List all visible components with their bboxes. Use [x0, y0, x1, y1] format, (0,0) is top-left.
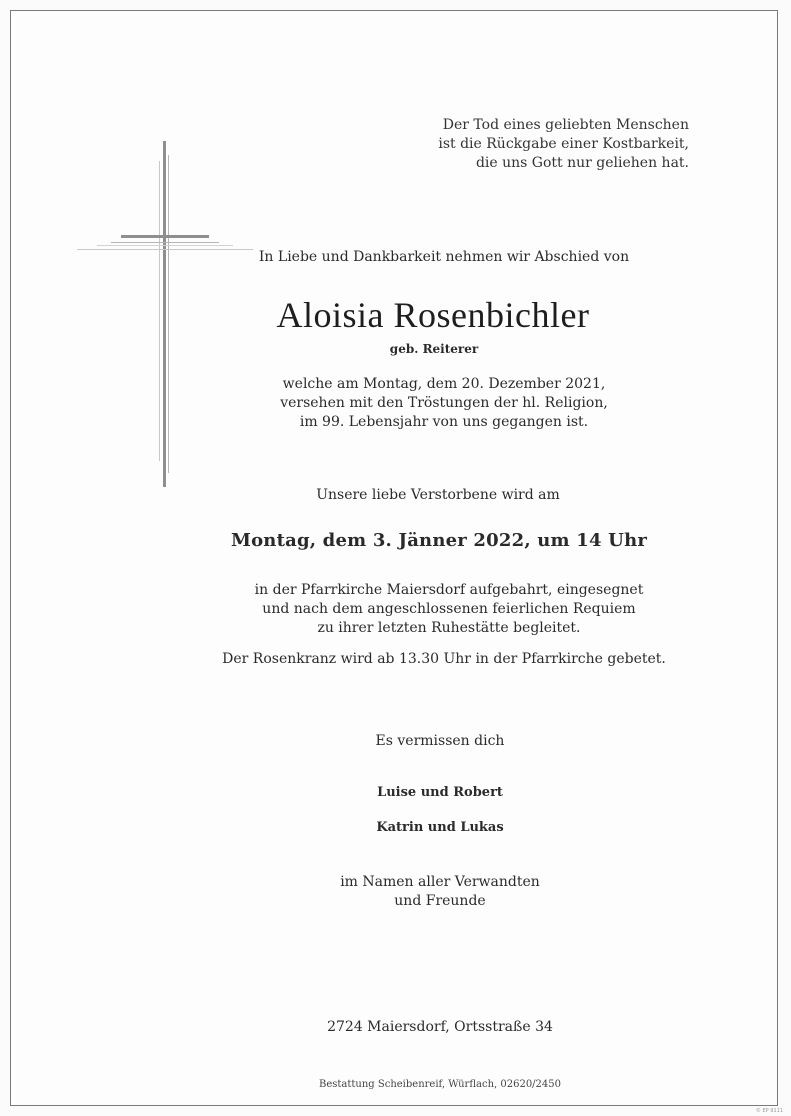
birth-name: geb. Reiterer	[389, 342, 479, 356]
undertaker-info: Bestattung Scheibenreif, Würflach, 02620/2450	[319, 1079, 561, 1090]
relatives-line: und Freunde	[394, 893, 486, 909]
print-code: © EP 9111	[755, 1108, 783, 1114]
death-line: versehen mit den Tröstungen der hl. Religion,	[280, 395, 608, 411]
funeral-lead: Unsere liebe Verstorbene wird am	[316, 487, 560, 503]
quote-line: Der Tod eines geliebten Menschen	[442, 117, 689, 133]
quote-line: die uns Gott nur geliehen hat.	[475, 155, 689, 171]
quote-line: ist die Rückgabe einer Kostbarkeit,	[438, 136, 689, 152]
funeral-line: und nach dem angeschlossenen feierlichen Requiem	[262, 601, 636, 617]
deceased-name: Aloisia Rosenbichler	[276, 295, 590, 335]
rosary-notice: Der Rosenkranz wird ab 13.30 Uhr in der Pfarrkirche gebetet.	[222, 651, 666, 667]
funeral-details	[121, 581, 777, 638]
funeral-date: Montag, dem 3. Jänner 2022, um 14 Uhr	[230, 530, 648, 551]
funeral-line: in der Pfarrkirche Maiersdorf aufgebahrt, eingesegnet	[254, 582, 644, 598]
death-notice	[111, 375, 777, 432]
relatives-line: im Namen aller Verwandten	[340, 874, 540, 890]
funeral-line: zu ihrer letzten Ruhestätte begleitet.	[317, 620, 581, 636]
death-line: welche am Montag, dem 20. Dezember 2021,	[282, 376, 606, 392]
mourners-heading: Es vermissen dich	[375, 733, 505, 749]
obituary-card	[10, 10, 778, 1106]
family-address: 2724 Maiersdorf, Ortsstraße 34	[327, 1019, 553, 1035]
relatives-note	[103, 873, 777, 911]
farewell-intro: In Liebe und Dankbarkeit nehmen wir Abschied von	[258, 249, 630, 265]
quote-block	[438, 116, 689, 173]
mourner-name: Luise und Robert	[377, 785, 503, 800]
death-line: im 99. Lebensjahr von uns gegangen ist.	[299, 414, 589, 430]
mourner-name: Katrin und Lukas	[376, 820, 504, 835]
